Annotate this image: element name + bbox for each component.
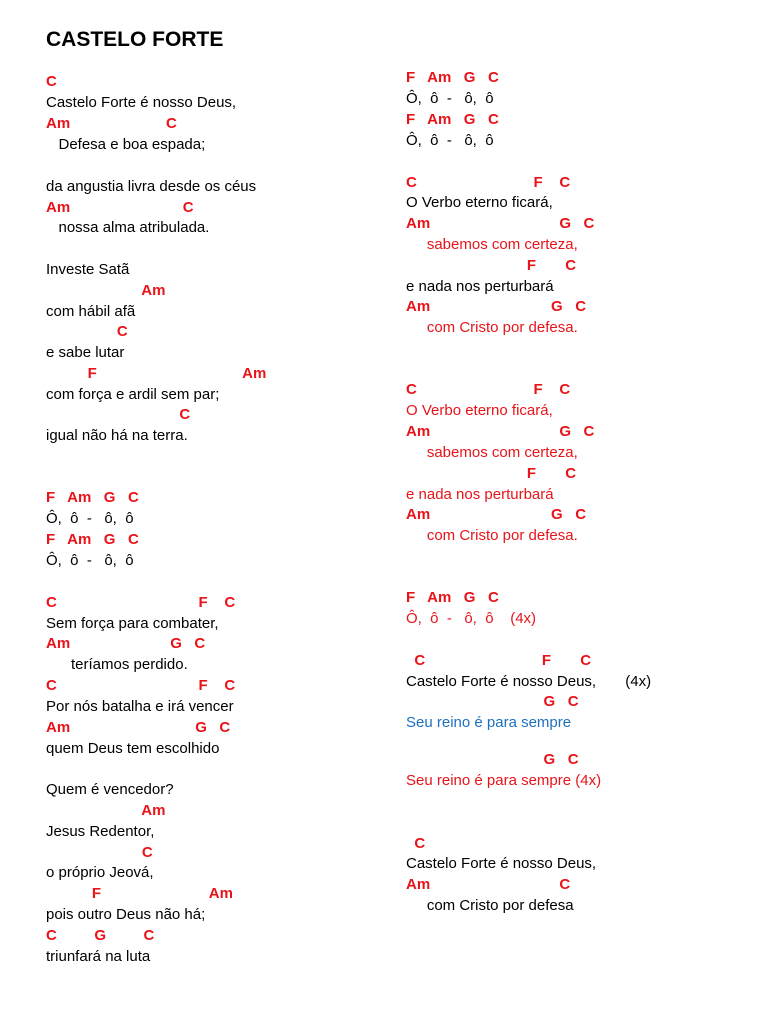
lyric-line: Ô, ô - ô, ô (46, 510, 134, 527)
lyric-line: Defesa e boa espada; (46, 136, 206, 153)
chord-line: C F C (406, 652, 592, 669)
lyric-line: com Cristo por defesa. (406, 527, 578, 544)
lyric-line: Ô, ô - ô, ô (406, 90, 494, 107)
chord-line: Am G C (46, 635, 206, 652)
chord-line: C F C (406, 381, 571, 398)
lyric-line: com hábil afã (46, 303, 136, 320)
lyric-line: Quem é vencedor? (46, 781, 174, 798)
lyric-line: e nada nos perturbará (406, 486, 554, 503)
chord-line: F C (406, 465, 577, 482)
chord-line: G C (406, 751, 579, 768)
lyric-line: com Cristo por defesa. (406, 319, 578, 336)
chord-line: C (406, 835, 426, 852)
chord-line: Am G C (406, 423, 595, 440)
lyric-line: Castelo Forte é nosso Deus, (4x) (406, 673, 652, 690)
lyric-line: Seu reino é para sempre (4x) (406, 772, 602, 789)
lyric-line: sabemos com certeza, (406, 236, 578, 253)
lyric-line: o próprio Jeová, (46, 864, 154, 881)
chord-line: Am C (46, 115, 177, 132)
lyric-line: pois outro Deus não há; (46, 906, 206, 923)
chord-line: C (46, 844, 153, 861)
chord-line: C F C (46, 677, 236, 694)
chord-line: Am G C (46, 719, 231, 736)
chord-line: F Am (46, 885, 233, 902)
lyric-line: nossa alma atribulada. (46, 219, 210, 236)
chord-line: Am G C (406, 298, 587, 315)
lyric-line: e nada nos perturbará (406, 278, 554, 295)
chord-line: F C (406, 257, 577, 274)
lyric-line: igual não há na terra. (46, 427, 188, 444)
lyric-line: quem Deus tem escolhido (46, 740, 220, 757)
chord-line: F Am G C (406, 111, 499, 128)
chord-line: Am (46, 802, 166, 819)
chord-line: F Am G C (46, 531, 139, 548)
lyric-line: O Verbo eterno ficará, (406, 402, 553, 419)
lyric-line: O Verbo eterno ficará, (406, 194, 553, 211)
lyric-line: Ô, ô - ô, ô (406, 132, 494, 149)
chord-line: G C (406, 693, 579, 710)
chord-line: F Am G C (406, 589, 499, 606)
chord-line: C (46, 323, 128, 340)
lyric-line: triunfará na luta (46, 948, 151, 965)
chord-line: Am (46, 282, 166, 299)
lyric-line: com Cristo por defesa (406, 897, 574, 914)
lyric-line: da angustia livra desde os céus (46, 178, 257, 195)
chord-line: C (46, 73, 57, 90)
lyric-line: teríamos perdido. (46, 656, 188, 673)
lyric-line: Castelo Forte é nosso Deus, (46, 94, 237, 111)
chord-line: C F C (46, 594, 236, 611)
lyric-line: Jesus Redentor, (46, 823, 155, 840)
chord-line: F Am G C (406, 69, 499, 86)
chord-line: Am C (406, 876, 571, 893)
lyric-line: Ô, ô - ô, ô (46, 552, 134, 569)
chord-line: C F C (406, 174, 571, 191)
chord-line: Am G C (406, 215, 595, 232)
chord-line: F Am G C (46, 489, 139, 506)
chord-line: C (46, 406, 191, 423)
chord-line: F Am (46, 365, 267, 382)
song-title: CASTELO FORTE (46, 28, 224, 51)
chord-line: Am C (46, 199, 194, 216)
lyric-line: Castelo Forte é nosso Deus, (406, 855, 597, 872)
lyric-line: com força e ardil sem par; (46, 386, 220, 403)
lyric-line: sabemos com certeza, (406, 444, 578, 461)
chord-line: Am G C (406, 506, 587, 523)
chord-line: C G C (46, 927, 155, 944)
lyric-line: Ô, ô - ô, ô (4x) (406, 610, 537, 627)
lyric-line: Investe Satã (46, 261, 130, 278)
lyric-line: Sem força para combater, (46, 615, 219, 632)
lyric-line: e sabe lutar (46, 344, 125, 361)
lyric-line: Seu reino é para sempre (406, 714, 572, 731)
lyric-line: Por nós batalha e irá vencer (46, 698, 234, 715)
